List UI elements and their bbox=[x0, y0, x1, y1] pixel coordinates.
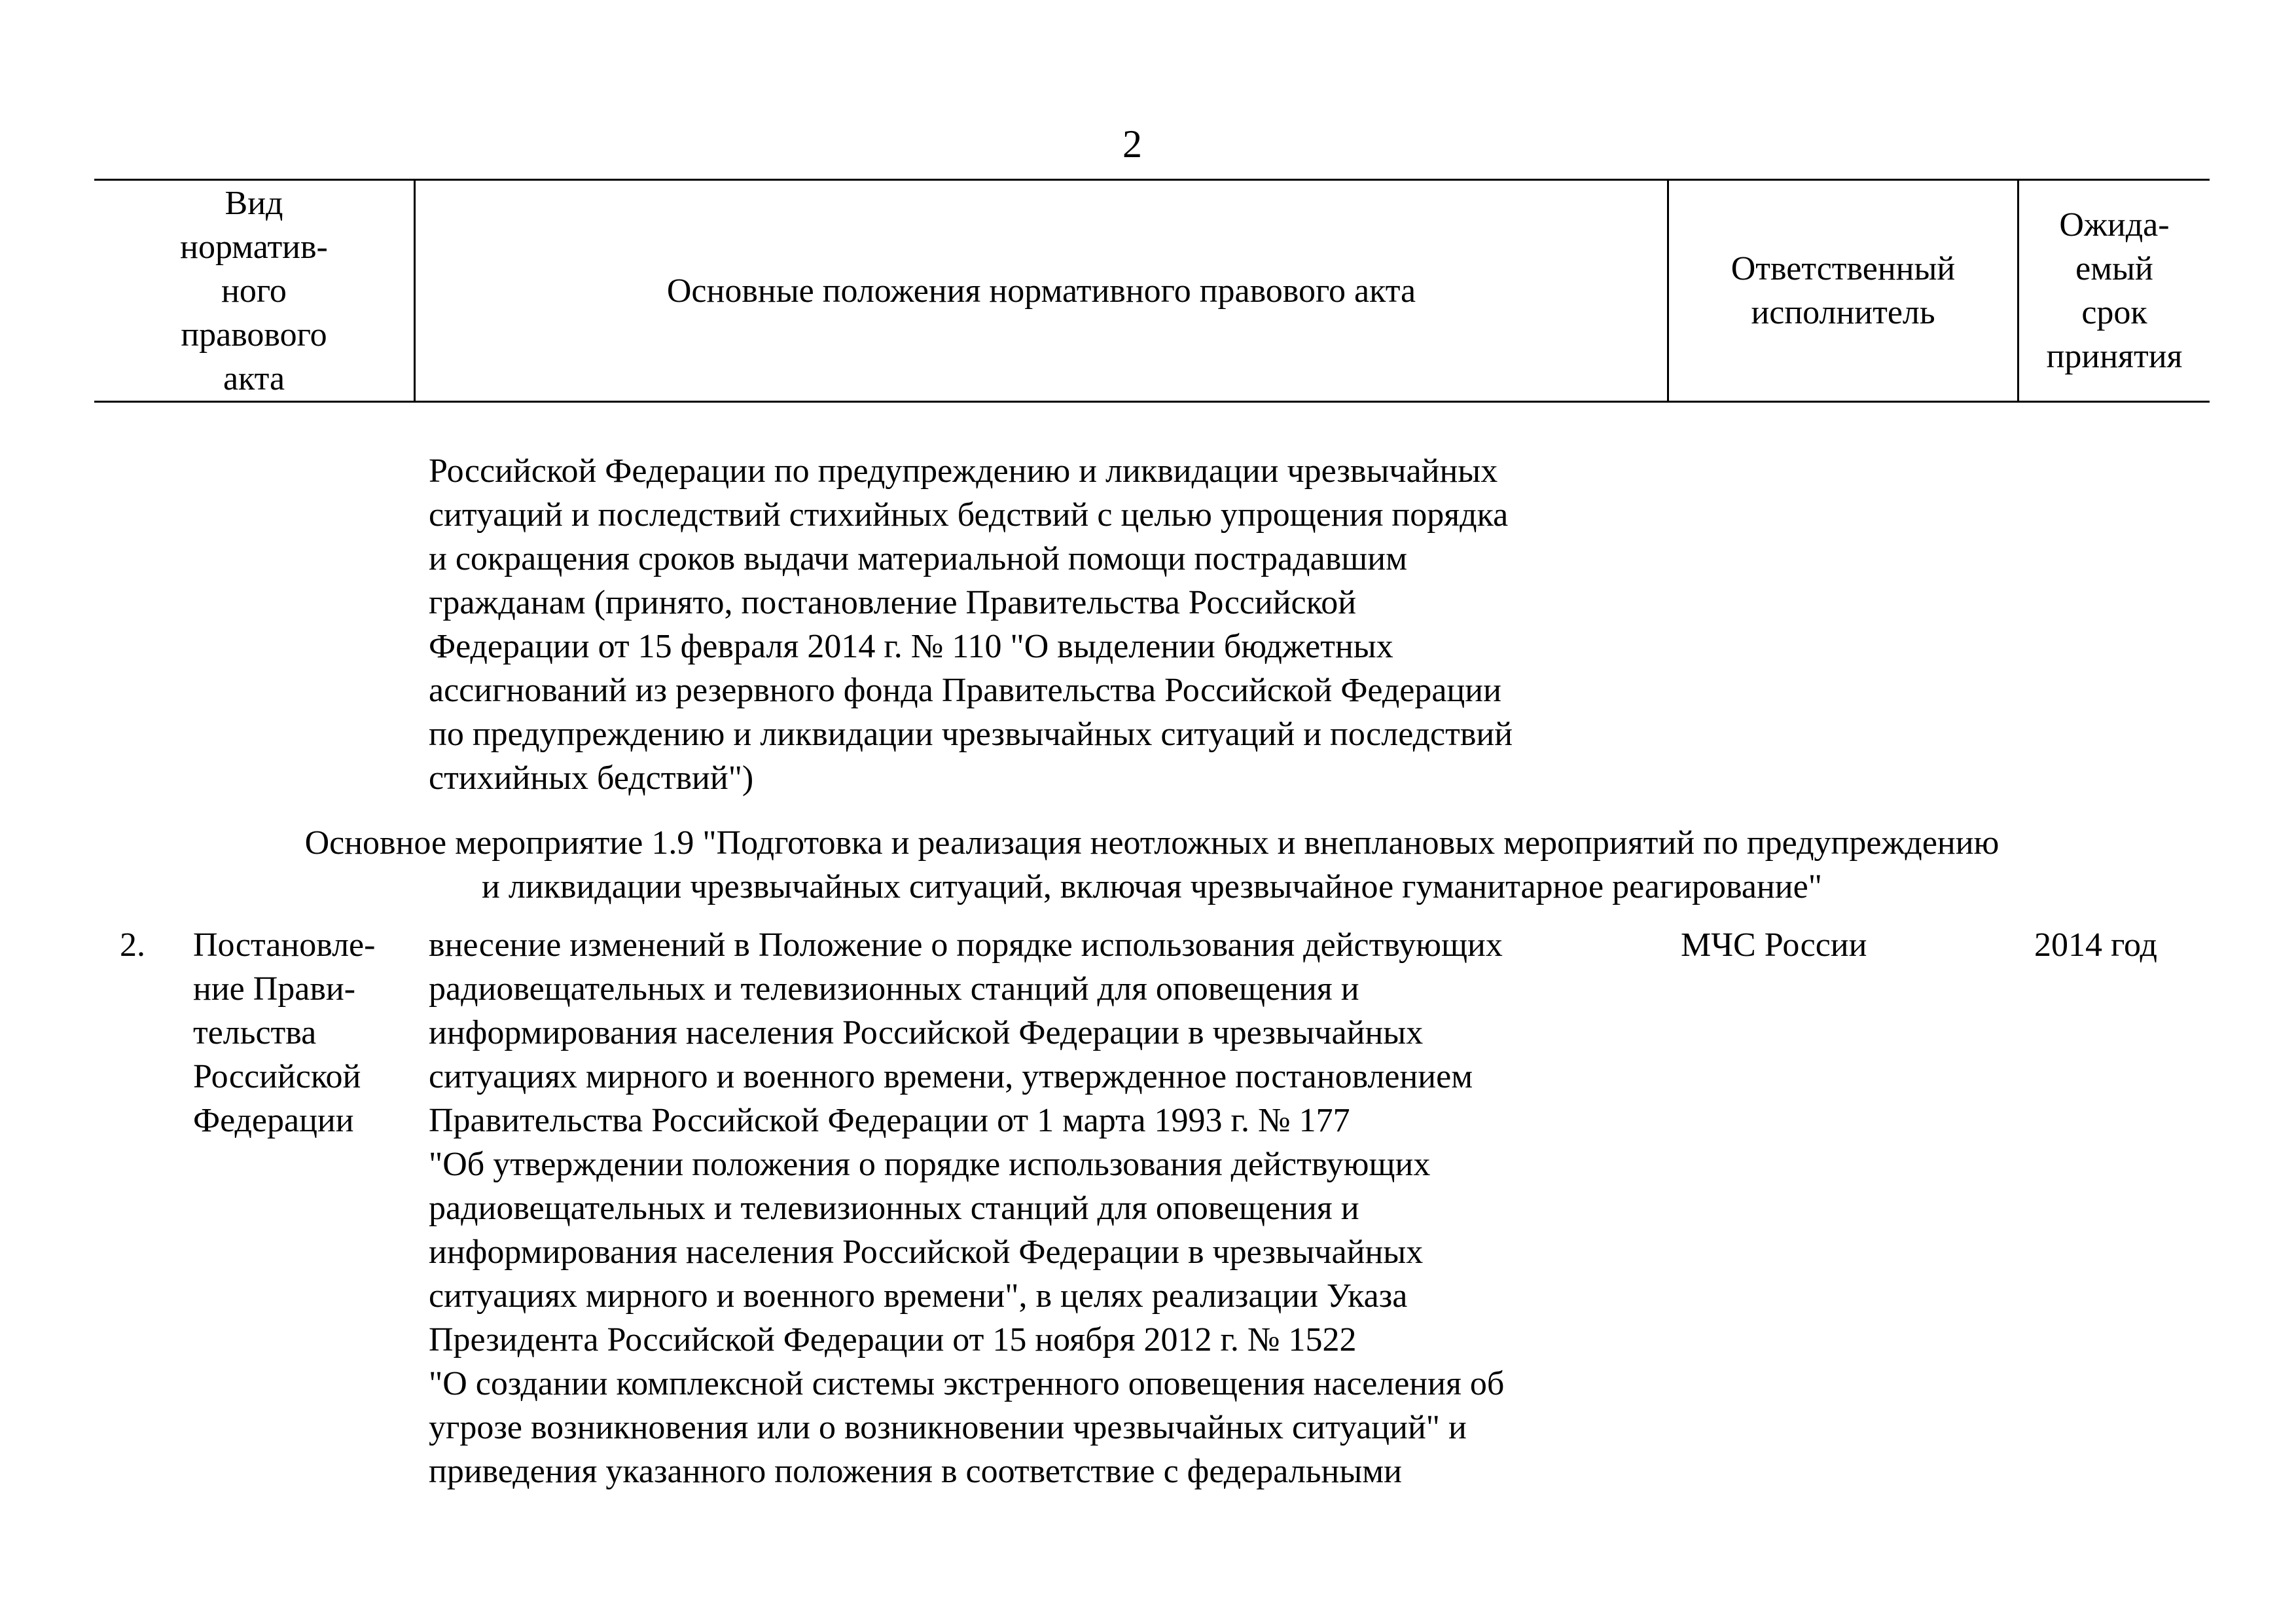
header-act-type-line: ного bbox=[221, 272, 287, 310]
continuation-line: ассигнований из резервного фонда Правительства Российской Федерации bbox=[429, 672, 1501, 709]
content-line: информирования населения Российской Федерации в чрезвычайных bbox=[429, 1233, 1424, 1271]
header-act-type-line: акта bbox=[223, 359, 285, 397]
header-deadline-line: емый bbox=[2075, 250, 2153, 287]
continuation-line: по предупреждению и ликвидации чрезвычайных ситуаций и последствий bbox=[429, 716, 1513, 753]
content-line: информирования населения Российской Федерации в чрезвычайных bbox=[429, 1014, 1424, 1051]
header-deadline-line: принятия bbox=[2046, 338, 2183, 375]
continuation-line: гражданам (принято, постановление Правительства Российской bbox=[429, 584, 1357, 621]
act-type-line: Российской bbox=[193, 1058, 361, 1095]
section-heading bbox=[94, 821, 2210, 909]
header-act-type-line: правового bbox=[181, 316, 327, 354]
content-line: ситуациях мирного и военного времени", в целях реализации Указа bbox=[429, 1277, 1408, 1315]
continuation-paragraph bbox=[429, 449, 1513, 800]
continuation-line: ситуаций и последствий стихийных бедствий с целью упрощения порядка bbox=[429, 496, 1509, 534]
page-number: 2 bbox=[1122, 122, 1142, 166]
row-content bbox=[429, 923, 1504, 1493]
content-line: "Об утверждении положения о порядке использования действующих bbox=[429, 1146, 1431, 1183]
content-line: Правительства Российской Федерации от 1 марта 1993 г. № 177 bbox=[429, 1102, 1350, 1139]
continuation-line: Российской Федерации по предупреждению и ликвидации чрезвычайных bbox=[429, 452, 1498, 490]
row-responsible: МЧС России bbox=[1681, 926, 1867, 964]
content-line: радиовещательных и телевизионных станций для оповещения и bbox=[429, 970, 1359, 1008]
section-heading-line: Основное мероприятие 1.9 "Подготовка и реализация неотложных и внеплановых мероприятий по предупреждению bbox=[304, 824, 2000, 862]
content-line: ситуациях мирного и военного времени, утвержденное постановлением bbox=[429, 1058, 1473, 1095]
header-responsible bbox=[1669, 179, 2017, 402]
content-line: приведения указанного положения в соответствие с федеральными bbox=[429, 1453, 1403, 1490]
header-responsible-line: исполнитель bbox=[1751, 294, 1935, 331]
content-line: внесение изменений в Положение о порядке использования действующих bbox=[429, 926, 1503, 964]
content-line: Президента Российской Федерации от 15 ноября 2012 г. № 1522 bbox=[429, 1321, 1357, 1359]
act-type-line: Федерации bbox=[193, 1102, 354, 1139]
header-main-provisions bbox=[416, 179, 1667, 402]
act-type-line: ние Прави- bbox=[193, 970, 356, 1008]
header-act-type-line: норматив- bbox=[180, 228, 328, 266]
header-deadline-line: срок bbox=[2081, 294, 2147, 331]
header-act-type bbox=[94, 179, 414, 402]
header-responsible-line: Ответственный bbox=[1731, 250, 1956, 287]
content-line: "О создании комплексной системы экстренного оповещения населения об bbox=[429, 1365, 1505, 1402]
act-type-line: Постановле- bbox=[193, 926, 376, 964]
content-line: радиовещательных и телевизионных станций для оповещения и bbox=[429, 1190, 1359, 1227]
header-deadline bbox=[2019, 179, 2210, 402]
content-line: угрозе возникновения или о возникновении чрезвычайных ситуаций" и bbox=[429, 1409, 1467, 1446]
continuation-line: стихийных бедствий") bbox=[429, 759, 754, 797]
section-heading-line: и ликвидации чрезвычайных ситуаций, включая чрезвычайное гуманитарное реагирование" bbox=[482, 868, 1822, 905]
row-number: 2. bbox=[120, 926, 145, 964]
row-deadline: 2014 год bbox=[2034, 926, 2157, 964]
header-act-type-line: Вид bbox=[224, 184, 283, 222]
header-deadline-line: Ожида- bbox=[2059, 206, 2170, 244]
continuation-line: и сокращения сроков выдачи материальной помощи пострадавшим bbox=[429, 540, 1408, 577]
act-type-line: тельства bbox=[193, 1014, 317, 1051]
header-main-provisions-text: Основные положения нормативного правового акта bbox=[666, 272, 1416, 310]
row-act-type bbox=[193, 923, 375, 1142]
continuation-line: Федерации от 15 февраля 2014 г. № 110 "О выделении бюджетных bbox=[429, 628, 1393, 665]
